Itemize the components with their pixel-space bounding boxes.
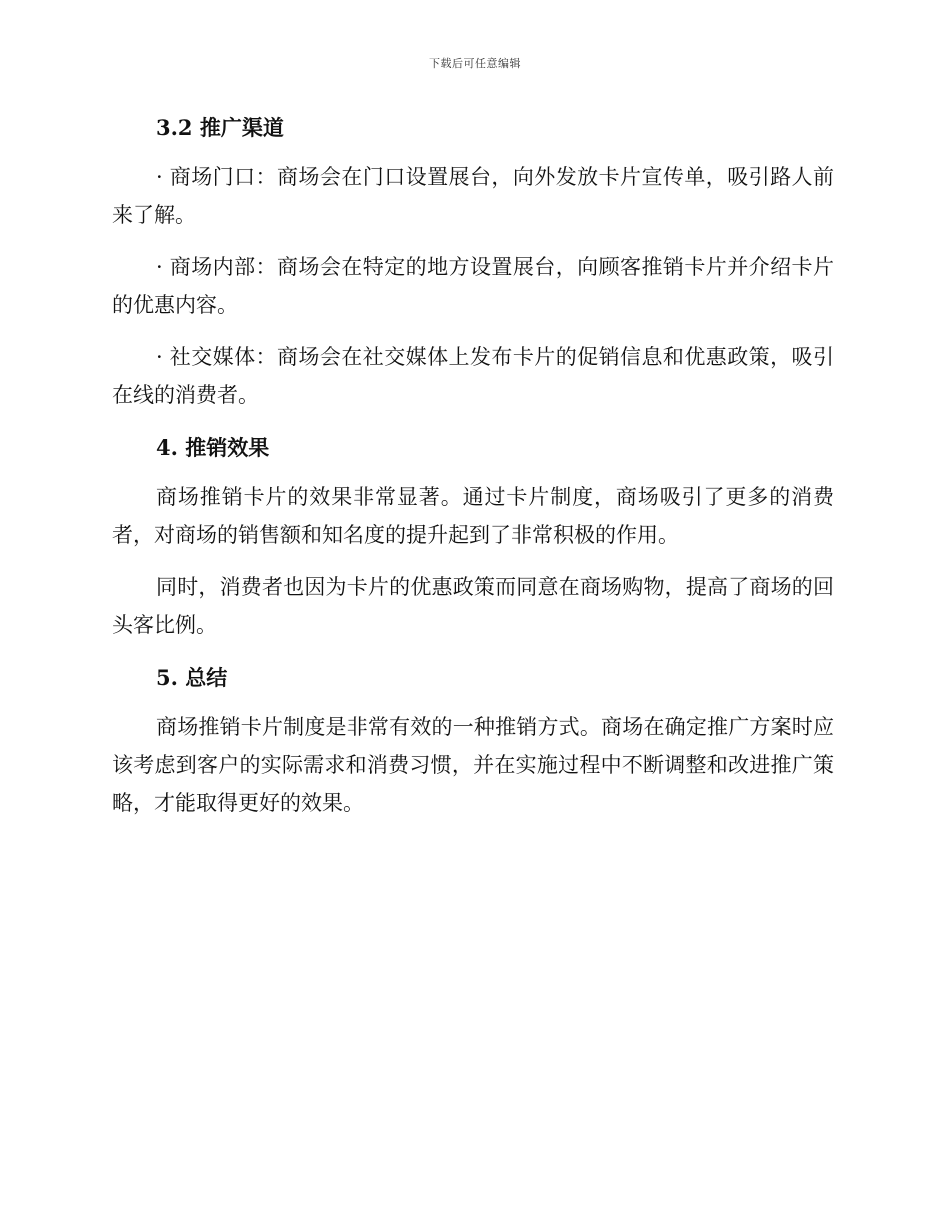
section-heading-sales-effect: 4. 推销效果 — [156, 435, 270, 460]
paragraph-summary: 商场推销卡片制度是非常有效的一种推销方式。商场在确定推广方案时应该考虑到客户的实际需求和消费习惯，并在实施过程中不断调整和改进推广策略，才能取得更好的效果。 — [112, 715, 834, 815]
paragraph-effect-1: 商场推销卡片的效果非常显著。通过卡片制度，商场吸引了更多的消费者，对商场的销售额和知名度的提升起到了非常积极的作用。 — [112, 485, 834, 547]
paragraph-effect-2: 同时，消费者也因为卡片的优惠政策而同意在商场购物，提高了商场的回头客比例。 — [112, 575, 834, 637]
document-body — [112, 108, 834, 836]
paragraph-mall-interior: · 商场内部：商场会在特定的地方设置展台，向顾客推销卡片并介绍卡片的优惠内容。 — [112, 255, 834, 317]
paragraph-social-media: · 社交媒体：商场会在社交媒体上发布卡片的促销信息和优惠政策，吸引在线的消费者。 — [112, 345, 834, 407]
section-heading-promotion-channels: 3.2 推广渠道 — [156, 115, 284, 140]
paragraph-mall-entrance: · 商场门口：商场会在门口设置展台，向外发放卡片宣传单，吸引路人前来了解。 — [112, 165, 834, 227]
section-heading-summary: 5. 总结 — [156, 665, 228, 690]
header-note: 下载后可任意编辑 — [429, 57, 521, 70]
